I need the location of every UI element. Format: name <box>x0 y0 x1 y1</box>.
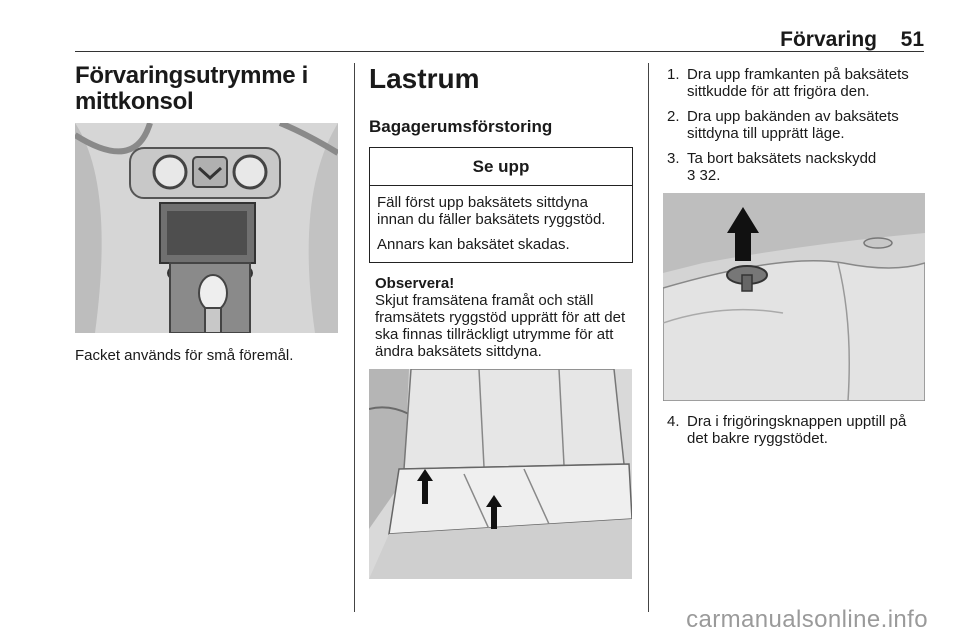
step-text: Dra upp framkanten på baksätets sittkudde för att frigöra den. <box>687 66 909 100</box>
step-number: 2. <box>667 108 680 125</box>
step-item <box>663 413 925 447</box>
step-text: Ta bort baksätets nackskydd <box>687 150 877 167</box>
step-number: 3. <box>667 150 680 167</box>
step-text: Dra i frigöringsknappen upptill på det bakre ryggstödet. <box>687 413 907 447</box>
steps-list <box>663 66 925 184</box>
site-watermark: carmanualsonline.info <box>686 606 928 633</box>
caution-box <box>369 147 633 263</box>
column-console-storage <box>75 63 341 115</box>
subsection-heading: Bagagerumsförstoring <box>369 117 553 136</box>
step-item <box>663 108 925 142</box>
note-block <box>375 275 637 360</box>
step-text: Dra upp bakänden av baksätets sittdyna till upprätt läge. <box>687 108 899 142</box>
step-item <box>663 150 925 184</box>
column-steps <box>663 66 925 192</box>
console-storage-caption: Facket används för små föremål. <box>75 347 294 364</box>
steps-list-continued <box>663 413 925 447</box>
note-title: Observera! <box>375 275 455 292</box>
note-body: Skjut framsätena framåt och ställ framsätets ryggstöd upprätt för att det ska finnas tillräckligt utrymme för att ändra baksätets sittdyna. <box>375 292 626 360</box>
column-divider-1 <box>354 63 355 612</box>
header-title: Förvaring <box>780 28 877 51</box>
header-rule <box>75 51 924 52</box>
page-number: 51 <box>900 28 924 51</box>
step-number: 4. <box>667 413 680 430</box>
step-4-wrap <box>663 413 925 455</box>
console-storage-illustration <box>75 123 338 333</box>
step-number: 1. <box>667 66 680 83</box>
section-heading-console-storage: Förvaringsutrymme i mittkonsol <box>75 62 309 115</box>
step-item <box>663 66 925 100</box>
caution-title: Se upp <box>370 148 632 186</box>
column-cargo <box>369 63 635 137</box>
column-divider-2 <box>648 63 649 612</box>
caution-text-2: Annars kan baksätet skadas. <box>377 236 570 253</box>
headrest-removal-illustration <box>663 193 925 401</box>
caution-text-1: Fäll först upp baksätets sittdyna innan du fäller baksätets ryggstöd. <box>377 194 606 228</box>
page-reference-link[interactable]: 3 32. <box>687 167 721 184</box>
console-storage-caption-wrap <box>75 347 341 364</box>
caution-body <box>370 186 632 262</box>
rear-seat-cushion-illustration <box>369 369 632 579</box>
section-heading-cargo: Lastrum <box>369 63 480 94</box>
